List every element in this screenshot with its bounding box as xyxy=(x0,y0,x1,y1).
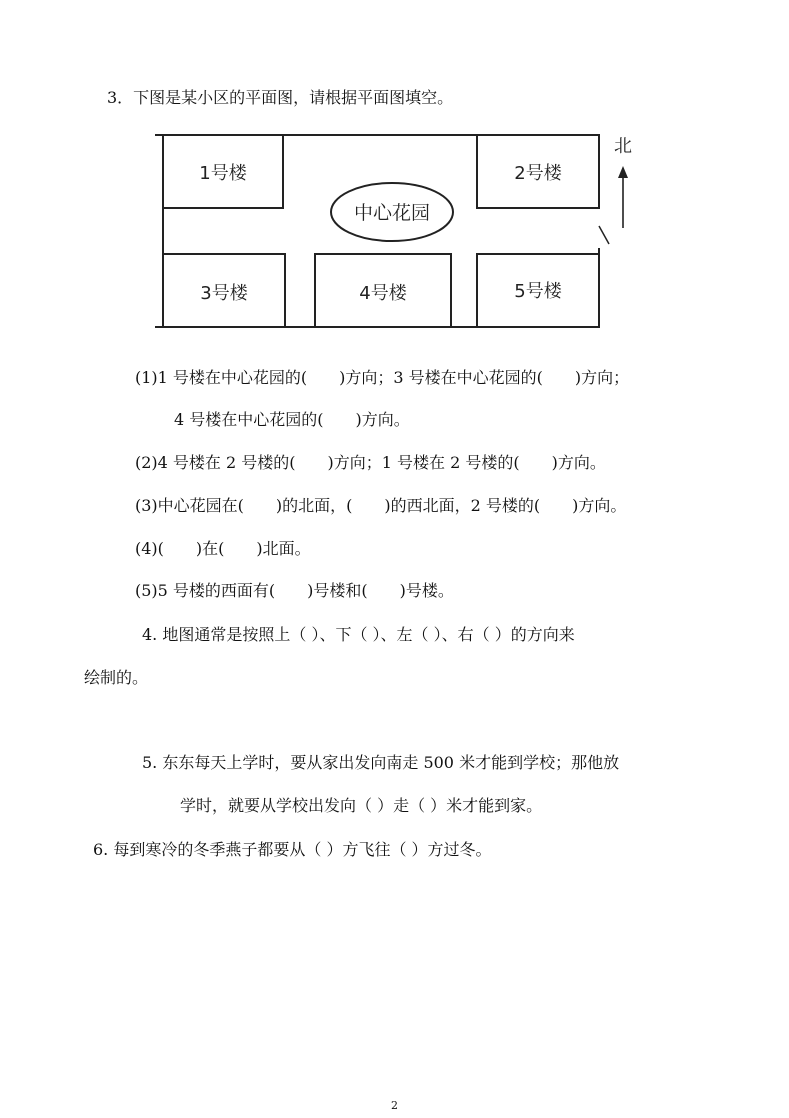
question-3-part-4: (4)( )在( )北面。 xyxy=(135,539,311,558)
north-label: 北 xyxy=(614,136,632,157)
floor-plan-drawing xyxy=(147,128,647,333)
building-2-label: 2号楼 xyxy=(514,163,562,184)
page-number: 2 xyxy=(391,1099,398,1112)
building-4-label: 4号楼 xyxy=(359,283,407,304)
question-4-line-1: 4. 地图通常是按照上（ ）、下（ ）、左（ ）、右（ ）的方向来 xyxy=(142,625,575,644)
question-3-part-5: (5)5 号楼的西面有( )号楼和( )号楼。 xyxy=(135,581,454,600)
building-1-label: 1号楼 xyxy=(199,163,247,184)
question-3-part-1a: (1)1 号楼在中心花园的( )方向；3 号楼在中心花园的( )方向； xyxy=(135,368,630,387)
question-5-line-1: 5. 东东每天上学时，要从家出发向南走 500 米才能到学校；那他放 xyxy=(142,753,620,772)
question-3-title: 3．下图是某小区的平面图，请根据平面图填空。 xyxy=(107,88,454,107)
question-4-line-2: 绘制的。 xyxy=(84,668,149,687)
question-3-part-2: (2)4 号楼在 2 号楼的( )方向；1 号楼在 2 号楼的( )方向。 xyxy=(135,453,606,472)
central-garden-label: 中心花园 xyxy=(353,202,431,224)
building-5-label: 5号楼 xyxy=(514,281,562,302)
community-floor-plan xyxy=(147,128,647,333)
question-5-line-2: 学时，就要从学校出发向（ ）走（ ）米才能到家。 xyxy=(180,796,543,815)
question-6: 6. 每到寒冷的冬季燕子都要从（ ）方飞往（ ）方过冬。 xyxy=(93,840,492,859)
question-3-part-1b: 4 号楼在中心花园的( )方向。 xyxy=(174,410,410,429)
question-3-part-3: (3)中心花园在( )的北面，( )的西北面，2 号楼的( )方向。 xyxy=(135,496,627,515)
building-3-label: 3号楼 xyxy=(200,283,248,304)
